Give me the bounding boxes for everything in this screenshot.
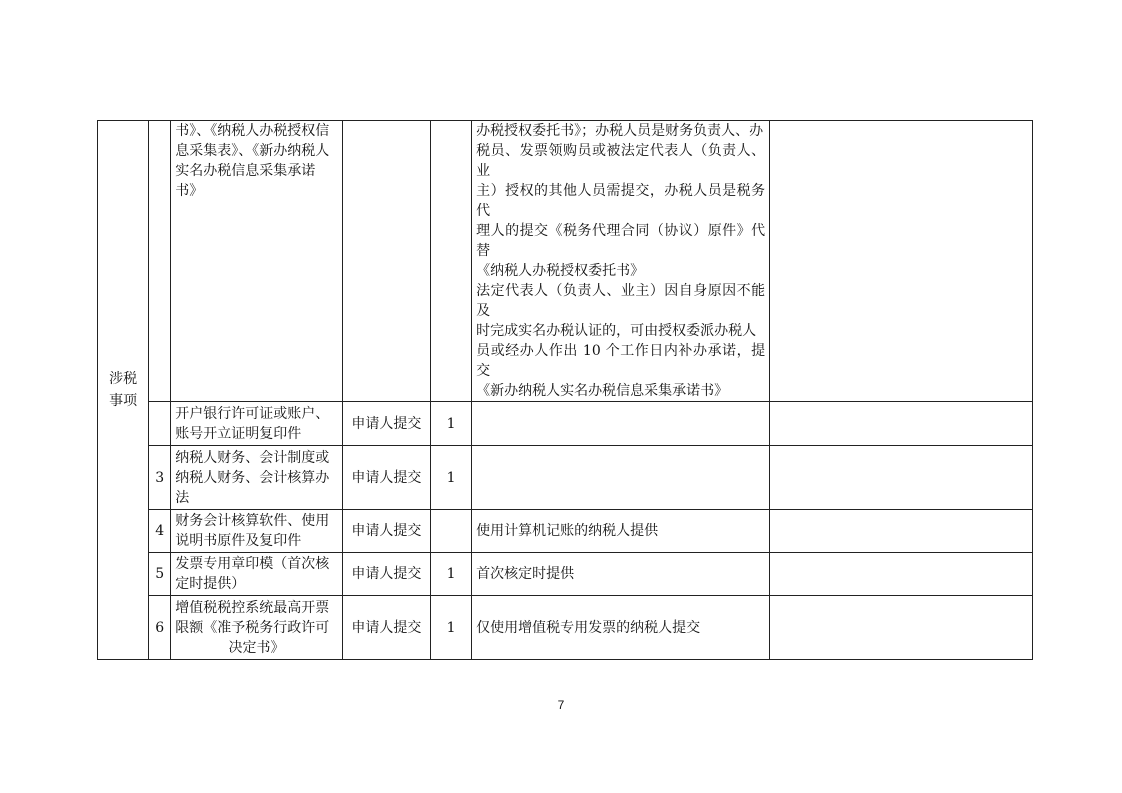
material-name-text: 财务会计核算软件、使用 说明书原件及复印件 (175, 513, 330, 549)
row-number: 3 (149, 446, 171, 510)
extra-cell (770, 553, 1033, 596)
material-source (342, 121, 430, 402)
category-label: 涉税事项 (109, 371, 138, 409)
material-name (171, 596, 343, 660)
material-count: 1 (431, 402, 472, 446)
extra-cell (770, 121, 1033, 402)
material-count (431, 510, 472, 553)
extra-cell (770, 402, 1033, 446)
material-name-text: 开户银行许可证或账户、 账号开立证明复印件 (175, 405, 330, 442)
material-source: 申请人提交 (342, 510, 430, 553)
material-note: 使用计算机记账的纳税人提供 (472, 510, 770, 553)
extra-cell (770, 446, 1033, 510)
material-name-line: 限额《准予税务行政许可 (175, 619, 330, 636)
table-row (98, 553, 1033, 596)
category-cell (98, 121, 149, 660)
material-name (171, 121, 343, 402)
material-note (472, 402, 770, 446)
table-row (98, 446, 1033, 510)
material-source: 申请人提交 (342, 596, 430, 660)
table-row (98, 402, 1033, 446)
row-number: 6 (149, 596, 171, 660)
material-name-text: 书》、《纳税人办税授权信 息采集表》、《新办纳税人 实名办税信息采集承诺 书》 (175, 123, 330, 199)
material-name-line: 增值税税控系统最高开票 (175, 599, 330, 616)
material-count: 1 (431, 596, 472, 660)
row-number: 5 (149, 553, 171, 596)
material-note (472, 446, 770, 510)
material-note: 首次核定时提供 (472, 553, 770, 596)
material-note-text: 办税授权委托书》；办税人员是财务负责人、办 税员、发票领购员或被法定代表人（负责人、业 主）授权的其他人员需提交，办税人员是税务代 理人的提交《税务代理合同（协议）原件》代替 《纳税人办税授权委托书》 法定代表人（负责人、业主）因自身原因不能及 时完成实名办税认证的，可由授权委派办税人 员或经办人作出 10 个工作日内补办承诺，提交 《新办纳税人实名办税信息采集承诺书》 (476, 123, 766, 399)
extra-cell (770, 510, 1033, 553)
material-note: 仅使用增值税专用发票的纳税人提交 (472, 596, 770, 660)
page-number: 7 (557, 698, 565, 712)
material-name-text: 发票专用章印模（首次核 定时提供） (175, 556, 330, 592)
table-row (98, 121, 1033, 402)
row-number (149, 121, 171, 402)
material-count (431, 121, 472, 402)
material-name (171, 553, 343, 596)
material-note (472, 121, 770, 402)
material-name (171, 446, 343, 510)
material-name-text: 纳税人财务、会计制度或 纳税人财务、会计核算办 法 (175, 449, 330, 506)
table-row (98, 510, 1033, 553)
material-source: 申请人提交 (342, 402, 430, 446)
material-count: 1 (431, 553, 472, 596)
material-count: 1 (431, 446, 472, 510)
material-source: 申请人提交 (342, 446, 430, 510)
row-number: 4 (149, 510, 171, 553)
material-name (171, 510, 343, 553)
row-number (149, 402, 171, 446)
extra-cell (770, 596, 1033, 660)
material-source: 申请人提交 (342, 553, 430, 596)
requirements-table (97, 120, 1033, 660)
material-name-line: 决定书》 (228, 639, 285, 656)
material-name (171, 402, 343, 446)
table-row (98, 596, 1033, 660)
